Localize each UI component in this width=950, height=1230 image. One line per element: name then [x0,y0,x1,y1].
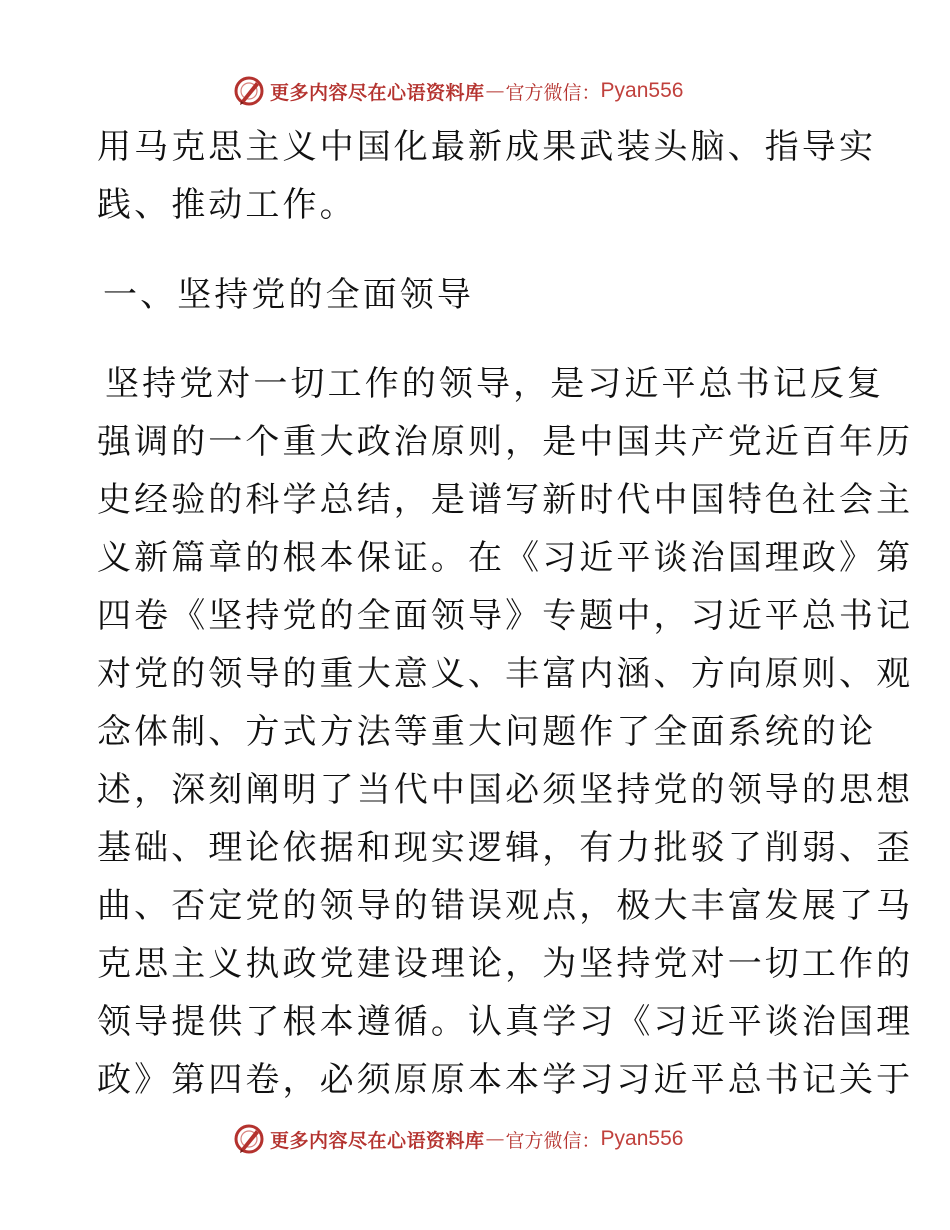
watermark-dash: — [485,80,505,102]
quill-pen-logo-icon [232,1122,266,1156]
paragraph-line: 政》第四卷，必须原原本本学习习近平总书记关于 [97,1060,914,1100]
paragraph-line: 念体制、方式方法等重大问题作了全面系统的论 [97,712,877,752]
intro-line: 用马克思主义中国化最新成果武装头脑、指导实 [97,127,877,167]
watermark-official-label: 官方微信： [505,1129,601,1152]
paragraph-line: 四卷《坚持党的全面领导》专题中，习近平总书记 [97,596,914,636]
watermark-official-label: 官方微信： [505,81,601,104]
watermark-wechat-id: Pyan556 [600,79,684,102]
paragraph-line: 义新篇章的根本保证。在《习近平谈治国理政》第 [97,538,914,578]
header-watermark [232,74,683,108]
watermark-brand-text: 更多内容尽在心语资料库 [270,1129,485,1152]
paragraph-line: 史经验的科学总结，是谱写新时代中国特色社会主 [97,480,914,520]
paragraph-line: 对党的领导的重大意义、丰富内涵、方向原则、观 [97,654,914,694]
watermark-dash: — [485,1128,505,1150]
paragraph-line: 强调的一个重大政治原则，是中国共产党近百年历 [97,422,914,462]
watermark-brand-text: 更多内容尽在心语资料库 [270,81,485,104]
quill-pen-logo-icon [232,74,266,108]
intro-line: 践、推动工作。 [97,185,357,225]
paragraph-line: 坚持党对一切工作的领导，是习近平总书记反复 [105,364,885,404]
watermark-wechat-id: Pyan556 [600,1127,684,1150]
footer-watermark [232,1122,683,1156]
paragraph-line: 曲、否定党的领导的错误观点，极大丰富发展了马 [97,886,914,926]
paragraph-line: 述，深刻阐明了当代中国必须坚持党的领导的思想 [97,770,914,810]
paragraph-line: 领导提供了根本遵循。认真学习《习近平谈治国理 [97,1002,914,1042]
document-body [97,118,914,1109]
paragraph-line: 基础、理论依据和现实逻辑，有力批驳了削弱、歪 [97,828,914,868]
section-heading: 一、坚持党的全面领导 [103,275,474,315]
paragraph-line: 克思主义执政党建设理论，为坚持党对一切工作的 [97,944,914,984]
